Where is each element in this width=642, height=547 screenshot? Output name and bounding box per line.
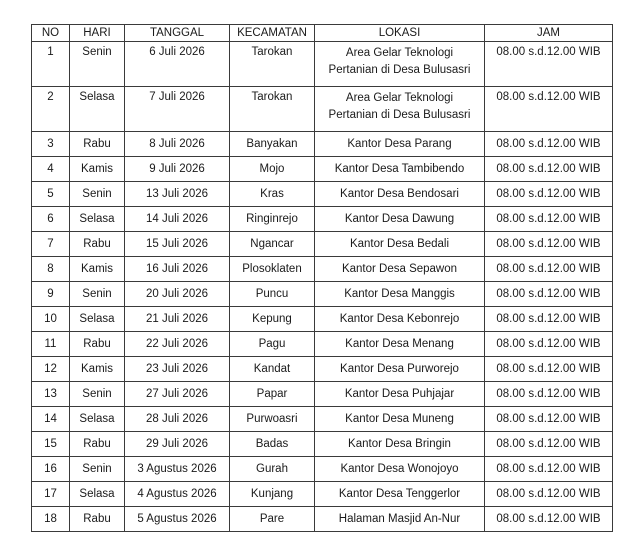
- cell-lokasi: [315, 307, 485, 332]
- cell-lokasi: [315, 507, 485, 532]
- cell-hari: Kamis: [70, 357, 125, 382]
- table-header: [32, 25, 613, 42]
- cell-no: 7: [32, 232, 70, 257]
- cell-hari: Selasa: [70, 207, 125, 232]
- cell-jam: 08.00 s.d.12.00 WIB: [485, 132, 613, 157]
- cell-tanggal: 15 Juli 2026: [125, 232, 230, 257]
- table-row: [32, 257, 613, 282]
- cell-jam: 08.00 s.d.12.00 WIB: [485, 307, 613, 332]
- cell-tanggal: 28 Juli 2026: [125, 407, 230, 432]
- cell-kecamatan: Pare: [230, 507, 315, 532]
- lokasi-line: Kantor Desa Manggis: [344, 288, 455, 300]
- table-row: [32, 182, 613, 207]
- lokasi-line: Kantor Desa Parang: [347, 138, 452, 150]
- table-row: [32, 332, 613, 357]
- lokasi-line: Area Gelar Teknologi: [345, 92, 454, 104]
- cell-hari: Senin: [70, 382, 125, 407]
- lokasi-line: Kantor Desa Sepawon: [341, 263, 458, 275]
- cell-hari: Rabu: [70, 232, 125, 257]
- table-row: [32, 282, 613, 307]
- cell-lokasi: [315, 482, 485, 507]
- cell-lokasi: [315, 182, 485, 207]
- cell-kecamatan: Kepung: [230, 307, 315, 332]
- cell-tanggal: 27 Juli 2026: [125, 382, 230, 407]
- table-row: [32, 307, 613, 332]
- cell-lokasi: [315, 257, 485, 282]
- header-kecamatan: KECAMATAN: [230, 25, 315, 42]
- header-row: [32, 25, 613, 42]
- cell-hari: Selasa: [70, 307, 125, 332]
- cell-tanggal: 3 Agustus 2026: [125, 457, 230, 482]
- cell-tanggal: 13 Juli 2026: [125, 182, 230, 207]
- table-row: [32, 357, 613, 382]
- lokasi-line: Pertanian di Desa Bulusasri: [328, 109, 471, 121]
- table-row: [32, 382, 613, 407]
- lokasi-line: Kantor Desa Kebonrejo: [339, 313, 460, 325]
- cell-tanggal: 16 Juli 2026: [125, 257, 230, 282]
- cell-lokasi: [315, 282, 485, 307]
- cell-lokasi: [315, 382, 485, 407]
- cell-hari: Selasa: [70, 87, 125, 132]
- cell-lokasi: [315, 132, 485, 157]
- lokasi-line: Pertanian di Desa Bulusasri: [328, 64, 471, 76]
- lokasi-line: Area Gelar Teknologi: [345, 47, 454, 59]
- cell-kecamatan: Gurah: [230, 457, 315, 482]
- header-jam: JAM: [485, 25, 613, 42]
- cell-hari: Rabu: [70, 332, 125, 357]
- cell-lokasi: [315, 157, 485, 182]
- cell-tanggal: 29 Juli 2026: [125, 432, 230, 457]
- cell-kecamatan: Plosoklaten: [230, 257, 315, 282]
- cell-no: 11: [32, 332, 70, 357]
- cell-kecamatan: Mojo: [230, 157, 315, 182]
- lokasi-line: Kantor Desa Bringin: [348, 438, 451, 450]
- cell-jam: 08.00 s.d.12.00 WIB: [485, 332, 613, 357]
- cell-kecamatan: Papar: [230, 382, 315, 407]
- cell-hari: Kamis: [70, 257, 125, 282]
- lokasi-line: Kantor Desa Puhjajar: [344, 388, 455, 400]
- cell-hari: Selasa: [70, 407, 125, 432]
- cell-tanggal: 22 Juli 2026: [125, 332, 230, 357]
- lokasi-line: Kantor Desa Dawung: [344, 213, 455, 225]
- cell-no: 2: [32, 87, 70, 132]
- cell-no: 18: [32, 507, 70, 532]
- cell-kecamatan: Puncu: [230, 282, 315, 307]
- lokasi-line: Kantor Desa Wonojoyo: [340, 463, 459, 475]
- cell-lokasi: [315, 432, 485, 457]
- cell-jam: 08.00 s.d.12.00 WIB: [485, 232, 613, 257]
- cell-kecamatan: Kandat: [230, 357, 315, 382]
- table-row: [32, 207, 613, 232]
- lokasi-line: Kantor Desa Tambibendo: [334, 163, 465, 175]
- cell-kecamatan: Ringinrejo: [230, 207, 315, 232]
- cell-lokasi: [315, 207, 485, 232]
- lokasi-line: Kantor Desa Bendosari: [340, 188, 459, 200]
- cell-jam: 08.00 s.d.12.00 WIB: [485, 357, 613, 382]
- cell-jam: 08.00 s.d.12.00 WIB: [485, 207, 613, 232]
- cell-hari: Senin: [70, 42, 125, 87]
- schedule-table: [31, 24, 613, 532]
- lokasi-line: Halaman Masjid An-Nur: [338, 513, 461, 525]
- cell-no: 9: [32, 282, 70, 307]
- cell-jam: 08.00 s.d.12.00 WIB: [485, 42, 613, 87]
- cell-jam: 08.00 s.d.12.00 WIB: [485, 482, 613, 507]
- table-row: [32, 407, 613, 432]
- cell-hari: Kamis: [70, 157, 125, 182]
- cell-kecamatan: Kunjang: [230, 482, 315, 507]
- cell-tanggal: 21 Juli 2026: [125, 307, 230, 332]
- cell-no: 10: [32, 307, 70, 332]
- table-row: [32, 157, 613, 182]
- header-tanggal: TANGGAL: [125, 25, 230, 42]
- table-body: [32, 42, 613, 532]
- cell-hari: Rabu: [70, 432, 125, 457]
- cell-no: 3: [32, 132, 70, 157]
- lokasi-line: Kantor Desa Menang: [345, 338, 454, 350]
- cell-hari: Rabu: [70, 507, 125, 532]
- cell-kecamatan: Kras: [230, 182, 315, 207]
- table-row: [32, 507, 613, 532]
- cell-jam: 08.00 s.d.12.00 WIB: [485, 182, 613, 207]
- cell-lokasi: [315, 407, 485, 432]
- cell-jam: 08.00 s.d.12.00 WIB: [485, 457, 613, 482]
- cell-jam: 08.00 s.d.12.00 WIB: [485, 87, 613, 132]
- cell-jam: 08.00 s.d.12.00 WIB: [485, 157, 613, 182]
- cell-jam: 08.00 s.d.12.00 WIB: [485, 407, 613, 432]
- cell-tanggal: 14 Juli 2026: [125, 207, 230, 232]
- cell-jam: 08.00 s.d.12.00 WIB: [485, 382, 613, 407]
- table-row: [32, 87, 613, 132]
- cell-jam: 08.00 s.d.12.00 WIB: [485, 282, 613, 307]
- cell-kecamatan: Banyakan: [230, 132, 315, 157]
- cell-lokasi: [315, 87, 485, 132]
- lokasi-line: Kantor Desa Muneng: [345, 413, 454, 425]
- cell-no: 17: [32, 482, 70, 507]
- cell-jam: 08.00 s.d.12.00 WIB: [485, 507, 613, 532]
- header-hari: HARI: [70, 25, 125, 42]
- cell-lokasi: [315, 357, 485, 382]
- cell-kecamatan: Tarokan: [230, 42, 315, 87]
- cell-kecamatan: Tarokan: [230, 87, 315, 132]
- lokasi-line: Kantor Desa Bedali: [349, 238, 450, 250]
- table-row: [32, 42, 613, 87]
- cell-no: 14: [32, 407, 70, 432]
- table-row: [32, 232, 613, 257]
- cell-no: 13: [32, 382, 70, 407]
- cell-no: 15: [32, 432, 70, 457]
- cell-kecamatan: Badas: [230, 432, 315, 457]
- cell-lokasi: [315, 232, 485, 257]
- cell-tanggal: 6 Juli 2026: [125, 42, 230, 87]
- cell-tanggal: 5 Agustus 2026: [125, 507, 230, 532]
- table-row: [32, 482, 613, 507]
- cell-tanggal: 23 Juli 2026: [125, 357, 230, 382]
- cell-hari: Rabu: [70, 132, 125, 157]
- cell-no: 1: [32, 42, 70, 87]
- cell-kecamatan: Pagu: [230, 332, 315, 357]
- cell-no: 6: [32, 207, 70, 232]
- cell-no: 8: [32, 257, 70, 282]
- header-lokasi: LOKASI: [315, 25, 485, 42]
- lokasi-line: Kantor Desa Purworejo: [340, 363, 459, 375]
- cell-no: 16: [32, 457, 70, 482]
- cell-hari: Selasa: [70, 482, 125, 507]
- cell-jam: 08.00 s.d.12.00 WIB: [485, 257, 613, 282]
- cell-no: 5: [32, 182, 70, 207]
- cell-jam: 08.00 s.d.12.00 WIB: [485, 432, 613, 457]
- cell-lokasi: [315, 457, 485, 482]
- cell-kecamatan: Purwoasri: [230, 407, 315, 432]
- cell-tanggal: 7 Juli 2026: [125, 87, 230, 132]
- table-row: [32, 132, 613, 157]
- lokasi-line: Kantor Desa Tenggerlor: [338, 488, 461, 500]
- cell-lokasi: [315, 42, 485, 87]
- cell-hari: Senin: [70, 282, 125, 307]
- table-row: [32, 432, 613, 457]
- cell-tanggal: 4 Agustus 2026: [125, 482, 230, 507]
- header-no: NO: [32, 25, 70, 42]
- cell-hari: Senin: [70, 457, 125, 482]
- cell-kecamatan: Ngancar: [230, 232, 315, 257]
- cell-lokasi: [315, 332, 485, 357]
- cell-tanggal: 20 Juli 2026: [125, 282, 230, 307]
- cell-tanggal: 8 Juli 2026: [125, 132, 230, 157]
- cell-tanggal: 9 Juli 2026: [125, 157, 230, 182]
- table-row: [32, 457, 613, 482]
- cell-hari: Senin: [70, 182, 125, 207]
- cell-no: 4: [32, 157, 70, 182]
- cell-no: 12: [32, 357, 70, 382]
